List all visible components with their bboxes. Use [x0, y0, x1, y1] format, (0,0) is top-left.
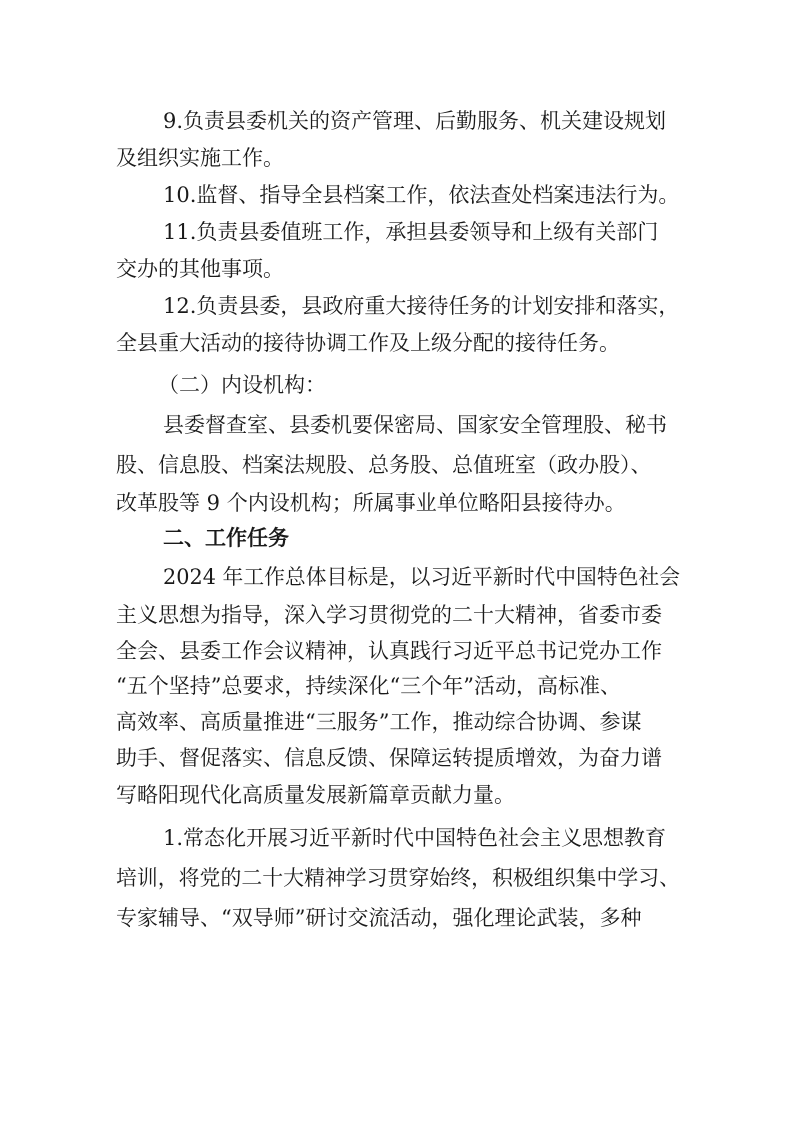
- text-line: 县委督查室、县委机要保密局、国家安全管理股、秘书: [163, 413, 667, 437]
- text-line: 10.监督、指导全县档案工作，依法查处档案违法行为。: [163, 183, 680, 207]
- text-line: 改革股等 9 个内设机构；所属事业单位略阳县接待办。: [116, 491, 626, 515]
- text-line: 专家辅导、“双导师”研讨交流活动，强化理论武装，多种: [116, 906, 642, 930]
- text-line: 助手、督促落实、信息反馈、保障运转提质增效，为奋力谱: [116, 746, 662, 770]
- section-heading: 二、工作任务: [163, 526, 289, 550]
- text-line: “五个坚持”总要求，持续深化“三个年”活动，高标准、: [116, 674, 621, 698]
- text-line: 11.负责县委值班工作，承担县委领导和上级有关部门: [163, 220, 659, 244]
- text-line: 股、信息股、档案法规股、总务股、总值班室（政办股）、: [116, 453, 652, 477]
- text-line: 12.负责县委，县政府重大接待任务的计划安排和落实，: [163, 294, 680, 318]
- text-line: 9.负责县委机关的资产管理、后勤服务、机关建设规划: [163, 109, 667, 133]
- text-line: 全会、县委工作会议精神，认真践行习近平总书记党办工作: [116, 639, 662, 663]
- text-line: 1.常态化开展习近平新时代中国特色社会主义思想教育: [163, 826, 667, 850]
- text-line: 全县重大活动的接待协调工作及上级分配的接待任务。: [116, 331, 620, 355]
- text-line: 培训，将党的二十大精神学习贯穿始终，积极组织集中学习、: [116, 866, 680, 890]
- text-line: 主义思想为指导，深入学习贯彻党的二十大精神，省委市委: [116, 603, 662, 627]
- section-subheading: （二）内设机构：: [158, 373, 326, 397]
- text-line: 交办的其他事项。: [116, 257, 284, 281]
- text-line: 2024 年工作总体目标是，以习近平新时代中国特色社会: [163, 565, 680, 589]
- text-line: 高效率、高质量推进“三服务”工作，推动综合协调、参谋: [116, 710, 642, 734]
- text-line: 写略阳现代化高质量发展新篇章贡献力量。: [116, 783, 515, 807]
- text-line: 及组织实施工作。: [116, 146, 284, 170]
